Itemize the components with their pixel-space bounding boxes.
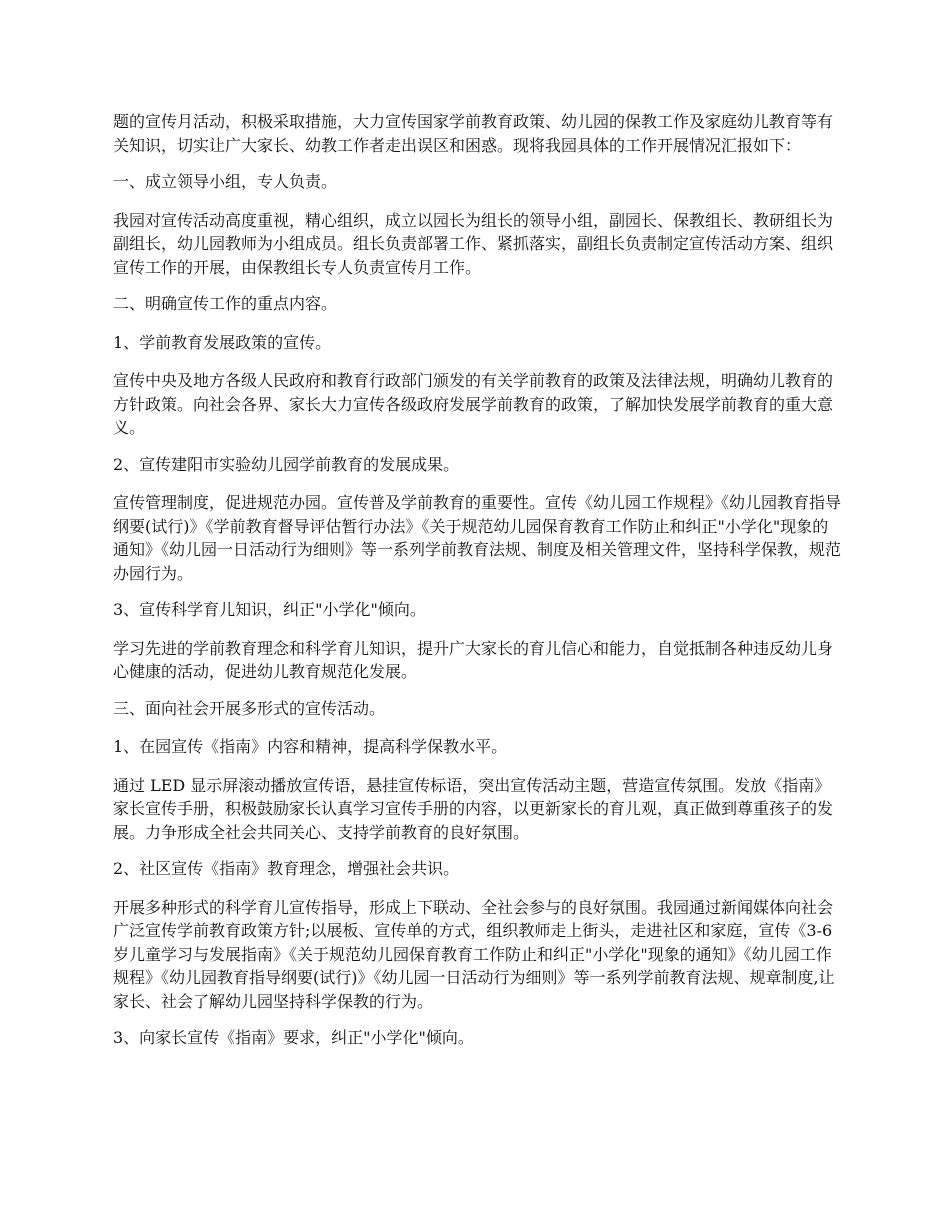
- subheading-achievements: 2、宣传建阳市实验幼儿园学前教育的发展成果。: [113, 454, 460, 474]
- document-page: [113, 110, 843, 1065]
- community-paragraph: 开展多种形式的科学育儿宣传指导，形成上下联动、全社会参与的良好氛围。我园通过新闻媒体向社会广泛宣传学前教育政策方针;以展板、宣传单的方式，组织教师走上街头，走进社区和家庭，宣传《3-6 岁儿童学习与发展指南》《关于规范幼儿园保育教育工作防止和纠正"小学化"现象的通知》《幼儿园工作规程》《幼儿园教育指导纲要(试行)》《幼儿园一日活动行为细则》等一系列学前教育法规、规章制度,让家长、社会了解幼儿园坚持科学保教的行为。: [113, 897, 835, 1011]
- leadership-paragraph: 我园对宣传活动高度重视，精心组织，成立以园长为组长的领导小组，副园长、保教组长、教研组长为副组长，幼儿园教师为小组成员。组长负责部署工作、紧抓落实，副组长负责制定宣传活动方案、组织宣传工作的开展，由保教组长专人负责宣传月工作。: [113, 210, 834, 277]
- subheading-community: 2、社区宣传《指南》教育理念，增强社会共识。: [113, 859, 460, 878]
- achievements-paragraph: 宣传管理制度，促进规范办园。宣传普及学前教育的重要性。宣传《幼儿园工作规程》《幼儿园教育指导纲要(试行)》《学前教育督导评估暂行办法》《关于规范幼儿园保育教育工作防止和纠正"小学化"现象的通知》《幼儿园一日活动行为细则》等一系列学前教育法规、制度及相关管理文件，坚持科学保教，规范办园行为。: [113, 493, 842, 583]
- section-heading-activities: 三、面向社会开展多形式的宣传活动。: [113, 698, 386, 718]
- intro-paragraph: 题的宣传月活动，积极采取措施，大力宣传国家学前教育政策、幼儿园的保教工作及家庭幼儿教育等有关知识，切实让广大家长、幼教工作者走出误区和困惑。现将我园具体的工作开展情况汇报如下：: [113, 112, 834, 155]
- subheading-in-kindergarten: 1、在园宣传《指南》内容和精神，提高科学保教水平。: [113, 737, 508, 756]
- subheading-parents: 3、向家长宣传《指南》要求，纠正"小学化"倾向。: [113, 1028, 474, 1047]
- section-heading-key-content: 二、明确宣传工作的重点内容。: [113, 294, 338, 313]
- subheading-policy: 1、学前教育发展政策的宣传。: [113, 332, 332, 352]
- subheading-parenting-knowledge: 3、宣传科学育儿知识，纠正"小学化"倾向。: [113, 600, 426, 619]
- in-kindergarten-paragraph: 通过 LED 显示屏滚动播放宣传语，悬挂宣传标语，突出宣传活动主题，营造宣传氛围。发放《指南》家长宣传手册，积极鼓励家长认真学习宣传手册的内容，以更新家长的育儿观，真正做到尊重孩子的发展。力争形成全社会共同关心、支持学前教育的良好氛围。: [113, 775, 834, 842]
- policy-paragraph: 宣传中央及地方各级人民政府和教育行政部门颁发的有关学前教育的政策及法律法规，明确幼儿教育的方针政策。向社会各界、家长大力宣传各级政府发展学前教育的政策，了解加快发展学前教育的重大意义。: [113, 371, 834, 437]
- section-heading-leadership: 一、成立领导小组，专人负责。: [113, 172, 338, 191]
- parenting-paragraph: 学习先进的学前教育理念和科学育儿知识，提升广大家长的育儿信心和能力，自觉抵制各种违反幼儿身心健康的活动，促进幼儿教育规范化发展。: [113, 638, 834, 681]
